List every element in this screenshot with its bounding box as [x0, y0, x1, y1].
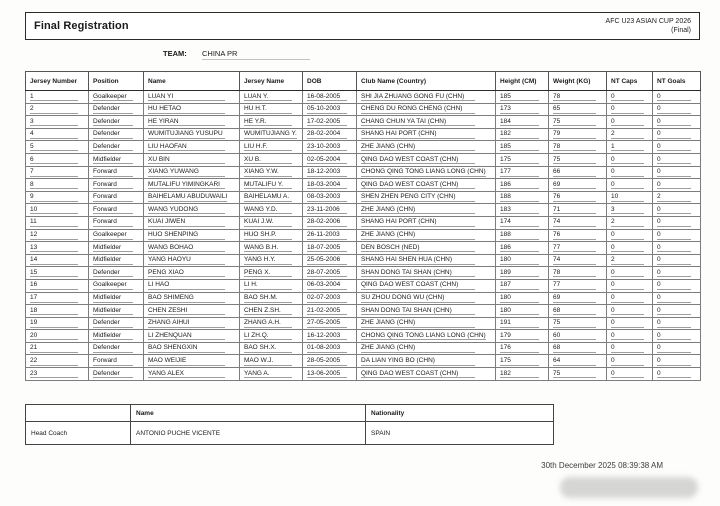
cell-nt-goals: 0	[653, 279, 701, 292]
cell-jersey-number: 17	[26, 292, 89, 305]
officials-table	[25, 404, 554, 445]
competition-name: AFC U23 ASIAN CUP 2026	[605, 18, 691, 25]
table-row	[26, 330, 701, 343]
cell-height: 182	[496, 368, 549, 381]
cell-jersey-number: 21	[26, 342, 89, 355]
cell-name: WUMITUJIANG YUSUPU	[144, 128, 240, 141]
cell-nt-goals: 0	[653, 204, 701, 217]
cell-height: 186	[496, 242, 549, 255]
cell-dob: 28-02-2004	[303, 128, 357, 141]
column-header-height: Height (CM)	[496, 72, 549, 91]
cell-club: SHAN DONG TAI SHAN (CHN)	[357, 267, 496, 280]
cell-weight: 77	[549, 279, 607, 292]
cell-club: QING DAO WEST COAST (CHN)	[357, 279, 496, 292]
cell-dob: 26-11-2003	[303, 229, 357, 242]
cell-nt-caps: 0	[607, 229, 653, 242]
cell-nt-caps: 2	[607, 254, 653, 267]
cell-name: YANG ALEX	[144, 368, 240, 381]
cell-weight: 69	[549, 292, 607, 305]
column-header-jersey-name: Jersey Name	[240, 72, 303, 91]
cell-club: SHANG HAI SHEN HUA (CHN)	[357, 254, 496, 267]
cell-jersey-name: LI ZH.Q.	[240, 330, 303, 343]
cell-jersey-name: WUMITUJIANG Y.	[240, 128, 303, 141]
cell-nt-goals: 0	[653, 317, 701, 330]
cell-role: Head Coach	[26, 422, 131, 445]
cell-jersey-name: PENG X.	[240, 267, 303, 280]
cell-dob: 23-11-2006	[303, 204, 357, 217]
cell-position: Defender	[89, 317, 144, 330]
cell-nt-caps: 0	[607, 179, 653, 192]
cell-nt-goals: 0	[653, 254, 701, 267]
officials-table-header	[26, 405, 554, 422]
cell-weight: 76	[549, 191, 607, 204]
cell-nt-goals: 0	[653, 216, 701, 229]
cell-name: XU BIN	[144, 153, 240, 166]
cell-weight: 74	[549, 254, 607, 267]
cell-name: HU HETAO	[144, 103, 240, 116]
cell-position: Goalkeeper	[89, 91, 144, 104]
cell-weight: 69	[549, 179, 607, 192]
cell-position: Defender	[89, 116, 144, 129]
competition-stage: (Final)	[671, 27, 691, 34]
cell-jersey-name: WANG B.H.	[240, 242, 303, 255]
cell-position: Forward	[89, 204, 144, 217]
cell-dob: 28-05-2005	[303, 355, 357, 368]
players-table-body	[26, 91, 701, 381]
cell-club: CHENG DU RONG CHENG (CHN)	[357, 103, 496, 116]
cell-nt-caps: 0	[607, 153, 653, 166]
cell-nt-goals: 0	[653, 91, 701, 104]
table-row	[26, 305, 701, 318]
cell-club: SU ZHOU DONG WU (CHN)	[357, 292, 496, 305]
cell-weight: 60	[549, 330, 607, 343]
cell-nt-goals: 0	[653, 166, 701, 179]
cell-height: 175	[496, 153, 549, 166]
cell-nt-caps: 2	[607, 128, 653, 141]
document-header	[25, 12, 700, 40]
cell-club: SHAN DONG TAI SHAN (CHN)	[357, 305, 496, 318]
cell-weight: 68	[549, 305, 607, 318]
cell-position: Midfielder	[89, 153, 144, 166]
cell-jersey-name: HUO SH.P.	[240, 229, 303, 242]
players-header-row	[26, 72, 701, 91]
cell-dob: 28-07-2005	[303, 267, 357, 280]
table-row	[26, 229, 701, 242]
column-header-name: Name	[131, 405, 366, 422]
cell-dob: 13-06-2005	[303, 368, 357, 381]
team-value: CHINA PR	[202, 49, 310, 60]
cell-club: ZHE JIANG (CHN)	[357, 317, 496, 330]
cell-weight: 75	[549, 368, 607, 381]
cell-name: BAO SHIMENG	[144, 292, 240, 305]
cell-nt-goals: 0	[653, 267, 701, 280]
cell-position: Midfielder	[89, 242, 144, 255]
blurred-watermark	[560, 477, 698, 498]
cell-club: QING DAO WEST COAST (CHN)	[357, 368, 496, 381]
cell-jersey-number: 13	[26, 242, 89, 255]
cell-dob: 02-05-2004	[303, 153, 357, 166]
cell-jersey-number: 15	[26, 267, 89, 280]
column-header-club: Club Name (Country)	[357, 72, 496, 91]
cell-nt-goals: 0	[653, 305, 701, 318]
table-row	[26, 368, 701, 381]
cell-jersey-name: LI H.	[240, 279, 303, 292]
cell-dob: 16-08-2005	[303, 91, 357, 104]
table-row	[26, 179, 701, 192]
cell-jersey-number: 5	[26, 141, 89, 154]
cell-nt-goals: 0	[653, 153, 701, 166]
cell-dob: 23-10-2003	[303, 141, 357, 154]
cell-jersey-name: BAO SH.M.	[240, 292, 303, 305]
cell-height: 179	[496, 330, 549, 343]
cell-name: MUTALIFU YIMINGKARI	[144, 179, 240, 192]
cell-nt-caps: 0	[607, 330, 653, 343]
cell-height: 184	[496, 116, 549, 129]
cell-name: ANTONIO PUCHE VICENTE	[131, 422, 366, 445]
column-header-nationality: Nationality	[366, 405, 554, 422]
cell-jersey-name: HU H.T.	[240, 103, 303, 116]
cell-weight: 71	[549, 204, 607, 217]
cell-jersey-name: ZHANG A.H.	[240, 317, 303, 330]
table-row	[26, 355, 701, 368]
cell-position: Goalkeeper	[89, 229, 144, 242]
cell-jersey-name: LUAN Y.	[240, 91, 303, 104]
cell-name: BAIHELAMU ABUDUWAILI	[144, 191, 240, 204]
table-row	[26, 204, 701, 217]
cell-nt-caps: 0	[607, 355, 653, 368]
cell-dob: 18-07-2005	[303, 242, 357, 255]
cell-height: 182	[496, 128, 549, 141]
cell-nt-caps: 0	[607, 368, 653, 381]
cell-nt-caps: 1	[607, 141, 653, 154]
cell-position: Midfielder	[89, 330, 144, 343]
cell-weight: 76	[549, 229, 607, 242]
cell-name: LIU HAOFAN	[144, 141, 240, 154]
cell-weight: 68	[549, 342, 607, 355]
cell-height: 191	[496, 317, 549, 330]
cell-name: WANG BOHAO	[144, 242, 240, 255]
cell-jersey-number: 8	[26, 179, 89, 192]
cell-height: 180	[496, 254, 549, 267]
cell-name: ZHANG AIHUI	[144, 317, 240, 330]
competition-block	[606, 17, 691, 35]
cell-position: Defender	[89, 128, 144, 141]
cell-jersey-name: KUAI J.W.	[240, 216, 303, 229]
cell-jersey-number: 4	[26, 128, 89, 141]
cell-height: 176	[496, 342, 549, 355]
cell-name: XIANG YUWANG	[144, 166, 240, 179]
cell-club: QING DAO WEST COAST (CHN)	[357, 179, 496, 192]
cell-jersey-name: YANG A.	[240, 368, 303, 381]
cell-nt-goals: 0	[653, 292, 701, 305]
cell-jersey-number: 10	[26, 204, 89, 217]
cell-dob: 06-03-2004	[303, 279, 357, 292]
team-row	[0, 49, 720, 61]
cell-nt-goals: 0	[653, 355, 701, 368]
cell-nt-caps: 0	[607, 292, 653, 305]
cell-jersey-name: MUTALIFU Y.	[240, 179, 303, 192]
column-header-nt-caps: NT Caps	[607, 72, 653, 91]
cell-name: PENG XIAO	[144, 267, 240, 280]
cell-jersey-name: XU B.	[240, 153, 303, 166]
cell-name: BAO SHENGXIN	[144, 342, 240, 355]
table-row	[26, 292, 701, 305]
cell-nt-goals: 0	[653, 342, 701, 355]
cell-jersey-name: MAO W.J.	[240, 355, 303, 368]
cell-club: ZHE JIANG (CHN)	[357, 141, 496, 154]
cell-height: 186	[496, 179, 549, 192]
cell-club: DA LIAN YING BO (CHN)	[357, 355, 496, 368]
cell-height: 183	[496, 204, 549, 217]
cell-height: 173	[496, 103, 549, 116]
column-header-weight: Weight (KG)	[549, 72, 607, 91]
cell-position: Midfielder	[89, 254, 144, 267]
cell-jersey-number: 1	[26, 91, 89, 104]
table-row	[26, 279, 701, 292]
table-row	[26, 342, 701, 355]
cell-position: Forward	[89, 216, 144, 229]
cell-position: Forward	[89, 191, 144, 204]
cell-club: CHONG QING TONG LIANG LONG (CHN)	[357, 330, 496, 343]
cell-height: 175	[496, 355, 549, 368]
cell-jersey-number: 7	[26, 166, 89, 179]
cell-jersey-number: 6	[26, 153, 89, 166]
cell-position: Defender	[89, 103, 144, 116]
table-row	[26, 166, 701, 179]
cell-height: 174	[496, 216, 549, 229]
cell-nt-goals: 0	[653, 141, 701, 154]
cell-weight: 75	[549, 153, 607, 166]
cell-club: SHI JIA ZHUANG GONG FU (CHN)	[357, 91, 496, 104]
table-row	[26, 103, 701, 116]
cell-weight: 78	[549, 91, 607, 104]
cell-position: Defender	[89, 368, 144, 381]
cell-jersey-name: CHEN Z.SH.	[240, 305, 303, 318]
cell-height: 188	[496, 229, 549, 242]
cell-nationality: SPAIN	[366, 422, 554, 445]
table-row	[26, 128, 701, 141]
cell-club: QING DAO WEST COAST (CHN)	[357, 153, 496, 166]
cell-nt-goals: 0	[653, 116, 701, 129]
cell-nt-caps: 0	[607, 305, 653, 318]
cell-position: Midfielder	[89, 305, 144, 318]
cell-nt-goals: 0	[653, 330, 701, 343]
cell-nt-goals: 0	[653, 103, 701, 116]
cell-club: DEN BOSCH (NED)	[357, 242, 496, 255]
table-row	[26, 91, 701, 104]
cell-jersey-name: BAO SH.X.	[240, 342, 303, 355]
cell-position: Forward	[89, 179, 144, 192]
table-row	[26, 141, 701, 154]
cell-nt-caps: 0	[607, 267, 653, 280]
cell-jersey-number: 19	[26, 317, 89, 330]
cell-name: HUO SHENPING	[144, 229, 240, 242]
cell-name: LI HAO	[144, 279, 240, 292]
cell-name: LUAN YI	[144, 91, 240, 104]
cell-dob: 18-03-2004	[303, 179, 357, 192]
cell-nt-caps: 3	[607, 204, 653, 217]
cell-dob: 01-08-2003	[303, 342, 357, 355]
cell-club: ZHE JIANG (CHN)	[357, 342, 496, 355]
cell-name: YANG HAOYU	[144, 254, 240, 267]
cell-weight: 75	[549, 317, 607, 330]
generated-timestamp: 30th December 2025 08:39:38 AM	[541, 461, 663, 470]
cell-jersey-number: 20	[26, 330, 89, 343]
cell-dob: 27-05-2005	[303, 317, 357, 330]
cell-jersey-number: 18	[26, 305, 89, 318]
cell-jersey-number: 22	[26, 355, 89, 368]
cell-weight: 74	[549, 216, 607, 229]
cell-position: Defender	[89, 267, 144, 280]
cell-nt-goals: 0	[653, 242, 701, 255]
cell-dob: 08-03-2003	[303, 191, 357, 204]
cell-weight: 77	[549, 242, 607, 255]
team-label: TEAM:	[163, 49, 187, 58]
players-table-header	[26, 72, 701, 91]
cell-weight: 65	[549, 103, 607, 116]
cell-jersey-number: 16	[26, 279, 89, 292]
table-row	[26, 242, 701, 255]
cell-dob: 16-12-2003	[303, 330, 357, 343]
cell-name: MAO WEIJIE	[144, 355, 240, 368]
cell-position: Defender	[89, 342, 144, 355]
cell-height: 180	[496, 292, 549, 305]
cell-dob: 21-02-2005	[303, 305, 357, 318]
cell-nt-caps: 0	[607, 166, 653, 179]
cell-nt-caps: 0	[607, 317, 653, 330]
cell-name: CHEN ZESHI	[144, 305, 240, 318]
cell-weight: 78	[549, 267, 607, 280]
column-header-nt-goals: NT Goals	[653, 72, 701, 91]
cell-nt-caps: 2	[607, 216, 653, 229]
cell-jersey-number: 9	[26, 191, 89, 204]
cell-name: LI ZHENQUAN	[144, 330, 240, 343]
cell-club: SHANG HAI PORT (CHN)	[357, 216, 496, 229]
table-row	[26, 317, 701, 330]
cell-weight: 78	[549, 141, 607, 154]
cell-weight: 75	[549, 116, 607, 129]
table-row	[26, 422, 554, 445]
column-header-name: Name	[144, 72, 240, 91]
cell-nt-caps: 0	[607, 116, 653, 129]
page-title: Final Registration	[34, 20, 129, 32]
officials-table-body	[26, 422, 554, 445]
cell-club: SHANG HAI PORT (CHN)	[357, 128, 496, 141]
cell-nt-goals: 0	[653, 368, 701, 381]
cell-nt-caps: 10	[607, 191, 653, 204]
table-row	[26, 116, 701, 129]
cell-weight: 79	[549, 128, 607, 141]
cell-nt-goals: 2	[653, 191, 701, 204]
players-table	[25, 71, 701, 381]
officials-header-row	[26, 405, 554, 422]
cell-club: ZHE JIANG (CHN)	[357, 204, 496, 217]
cell-club: CHANG CHUN YA TAI (CHN)	[357, 116, 496, 129]
column-header-jersey-number: Jersey Number	[26, 72, 89, 91]
cell-jersey-name: YANG H.Y.	[240, 254, 303, 267]
cell-jersey-number: 12	[26, 229, 89, 242]
cell-weight: 64	[549, 355, 607, 368]
cell-club: SHEN ZHEN PENG CITY (CHN)	[357, 191, 496, 204]
cell-jersey-number: 11	[26, 216, 89, 229]
column-header-dob: DOB	[303, 72, 357, 91]
column-header-position: Position	[89, 72, 144, 91]
cell-nt-caps: 0	[607, 91, 653, 104]
cell-jersey-name: LIU H.F.	[240, 141, 303, 154]
cell-club: CHONG QING TONG LIANG LONG (CHN)	[357, 166, 496, 179]
cell-club: ZHE JIANG (CHN)	[357, 229, 496, 242]
cell-height: 188	[496, 191, 549, 204]
cell-nt-caps: 0	[607, 103, 653, 116]
cell-nt-goals: 0	[653, 229, 701, 242]
cell-height: 185	[496, 141, 549, 154]
cell-height: 185	[496, 91, 549, 104]
cell-jersey-number: 23	[26, 368, 89, 381]
cell-height: 189	[496, 267, 549, 280]
cell-height: 177	[496, 166, 549, 179]
table-row	[26, 153, 701, 166]
cell-position: Forward	[89, 355, 144, 368]
cell-name: KUAI JIWEN	[144, 216, 240, 229]
cell-position: Forward	[89, 166, 144, 179]
cell-weight: 66	[549, 166, 607, 179]
table-row	[26, 254, 701, 267]
column-header-role	[26, 405, 131, 422]
cell-dob: 25-05-2006	[303, 254, 357, 267]
cell-nt-goals: 0	[653, 179, 701, 192]
cell-name: HE YIRAN	[144, 116, 240, 129]
table-row	[26, 191, 701, 204]
table-row	[26, 216, 701, 229]
cell-nt-caps: 0	[607, 342, 653, 355]
cell-height: 187	[496, 279, 549, 292]
cell-jersey-name: BAIHELAMU A.	[240, 191, 303, 204]
cell-jersey-number: 2	[26, 103, 89, 116]
cell-position: Goalkeeper	[89, 279, 144, 292]
cell-position: Midfielder	[89, 292, 144, 305]
cell-jersey-name: WANG Y.D.	[240, 204, 303, 217]
cell-jersey-number: 3	[26, 116, 89, 129]
cell-dob: 02-07-2003	[303, 292, 357, 305]
cell-nt-caps: 0	[607, 279, 653, 292]
cell-nt-goals: 0	[653, 128, 701, 141]
cell-dob: 05-10-2003	[303, 103, 357, 116]
cell-height: 180	[496, 305, 549, 318]
cell-jersey-name: XIANG Y.W.	[240, 166, 303, 179]
cell-dob: 17-02-2005	[303, 116, 357, 129]
cell-dob: 28-02-2006	[303, 216, 357, 229]
cell-name: WANG YUDONG	[144, 204, 240, 217]
cell-position: Defender	[89, 141, 144, 154]
cell-jersey-name: HE Y.R.	[240, 116, 303, 129]
cell-jersey-number: 14	[26, 254, 89, 267]
table-row	[26, 267, 701, 280]
cell-dob: 18-12-2003	[303, 166, 357, 179]
cell-nt-caps: 0	[607, 242, 653, 255]
